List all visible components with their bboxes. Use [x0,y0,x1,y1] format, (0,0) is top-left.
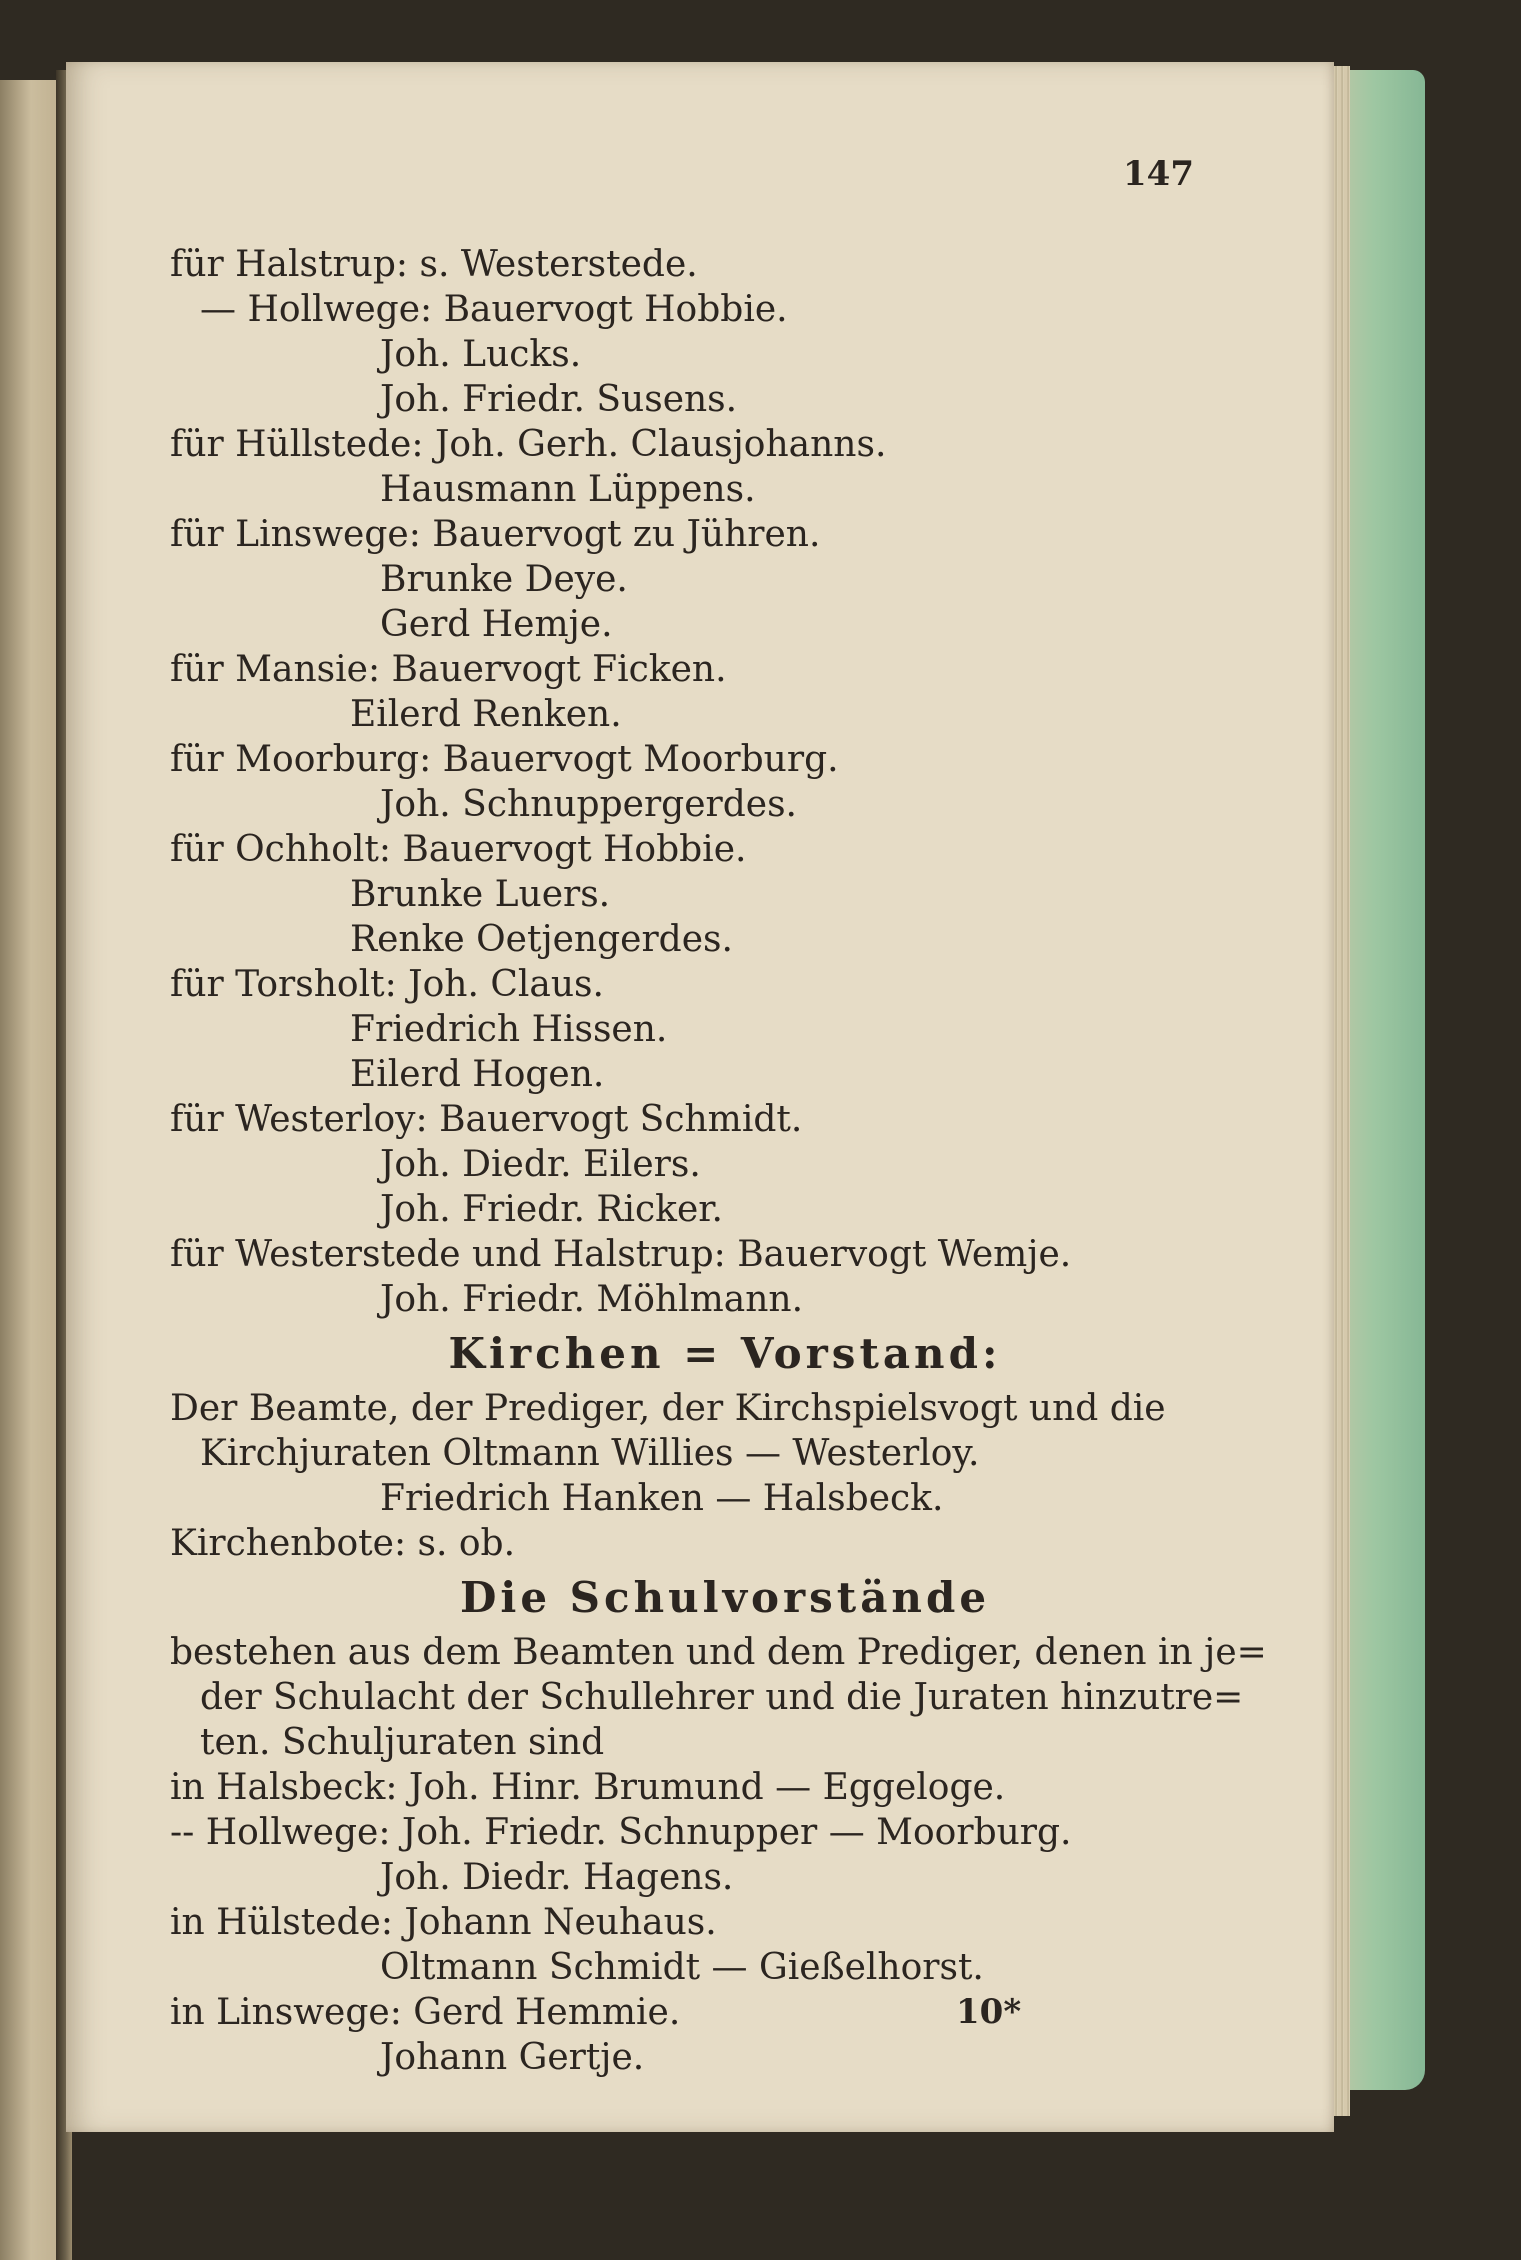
schul-line: in Hülstede: Johann Neuhaus. [170,1902,717,1943]
list-line: Hausmann Lüppens. [380,469,756,510]
schul-line: in Halsbeck: Joh. Hinr. Brumund — Eggeloge. [170,1767,1006,1808]
list-line: Joh. Lucks. [380,334,582,375]
list-line: Joh. Friedr. Möhlmann. [380,1279,804,1320]
list-line: Joh. Diedr. Eilers. [380,1144,701,1185]
list-line: für Mansie: Bauervogt Ficken. [170,649,727,690]
page-content [170,242,1280,2080]
list-line: Joh. Schnuppergerdes. [380,784,797,825]
kirchen-line: Friedrich Hanken — Halsbeck. [380,1478,944,1519]
kirchen-section [170,1386,1280,1566]
list-line: für Halstrup: s. Westerstede. [170,244,698,285]
list-line: für Ochholt: Bauervogt Hobbie. [170,829,747,870]
kirchen-line: Kirchenbote: s. ob. [170,1523,516,1564]
list-line: Brunke Luers. [350,874,611,915]
schul-line: Oltmann Schmidt — Gießelhorst. [380,1947,984,1988]
list-line: Gerd Hemje. [380,604,613,645]
schul-line: ten. Schuljuraten sind [200,1722,605,1763]
book-page [66,62,1334,2132]
signature-mark: 10* [956,1992,1022,2032]
list-line: für Westerstede und Halstrup: Bauervogt Wemje. [170,1234,1072,1275]
kirchen-line: Kirchjuraten Oltmann Willies — Westerloy. [200,1433,980,1474]
schul-section [170,1630,1280,2080]
list-line: für Moorburg: Bauervogt Moorburg. [170,739,839,780]
list-line: Renke Oetjengerdes. [350,919,733,960]
section-heading-kirchen: Kirchen = Vorstand: [448,1329,1002,1378]
list-line: Eilerd Renken. [350,694,622,735]
schul-line: der Schulacht der Schullehrer und die Juraten hinzutre= [200,1677,1244,1718]
list-line: Joh. Friedr. Susens. [380,379,738,420]
schul-line: Johann Gertje. [380,2037,645,2078]
list-line: — Hollwege: Bauervogt Hobbie. [200,289,788,330]
list-line: Friedrich Hissen. [350,1009,668,1050]
list-line: für Linswege: Bauervogt zu Jühren. [170,514,821,555]
schul-line: bestehen aus dem Beamten und dem Prediger, denen in je= [170,1632,1267,1673]
list-line: für Hüllstede: Joh. Gerh. Clausjohanns. [170,424,887,465]
vogt-list [170,242,1280,1322]
schul-line: in Linswege: Gerd Hemmie. [170,1992,681,2033]
list-line: für Westerloy: Bauervogt Schmidt. [170,1099,803,1140]
section-heading-schul: Die Schulvorstände [459,1573,991,1622]
kirchen-line: Der Beamte, der Prediger, der Kirchspielsvogt und die [170,1388,1166,1429]
list-line: Eilerd Hogen. [350,1054,605,1095]
schul-line: -- Hollwege: Joh. Friedr. Schnupper — Moorburg. [170,1812,1072,1853]
list-line: Joh. Friedr. Ricker. [380,1189,723,1230]
schul-line: Joh. Diedr. Hagens. [380,1857,734,1898]
page-number: 147 [1123,154,1194,194]
list-line: Brunke Deye. [380,559,628,600]
left-page-edge [0,80,62,2260]
book-cover-edge [1340,70,1425,2090]
list-line: für Torsholt: Joh. Claus. [170,964,604,1005]
